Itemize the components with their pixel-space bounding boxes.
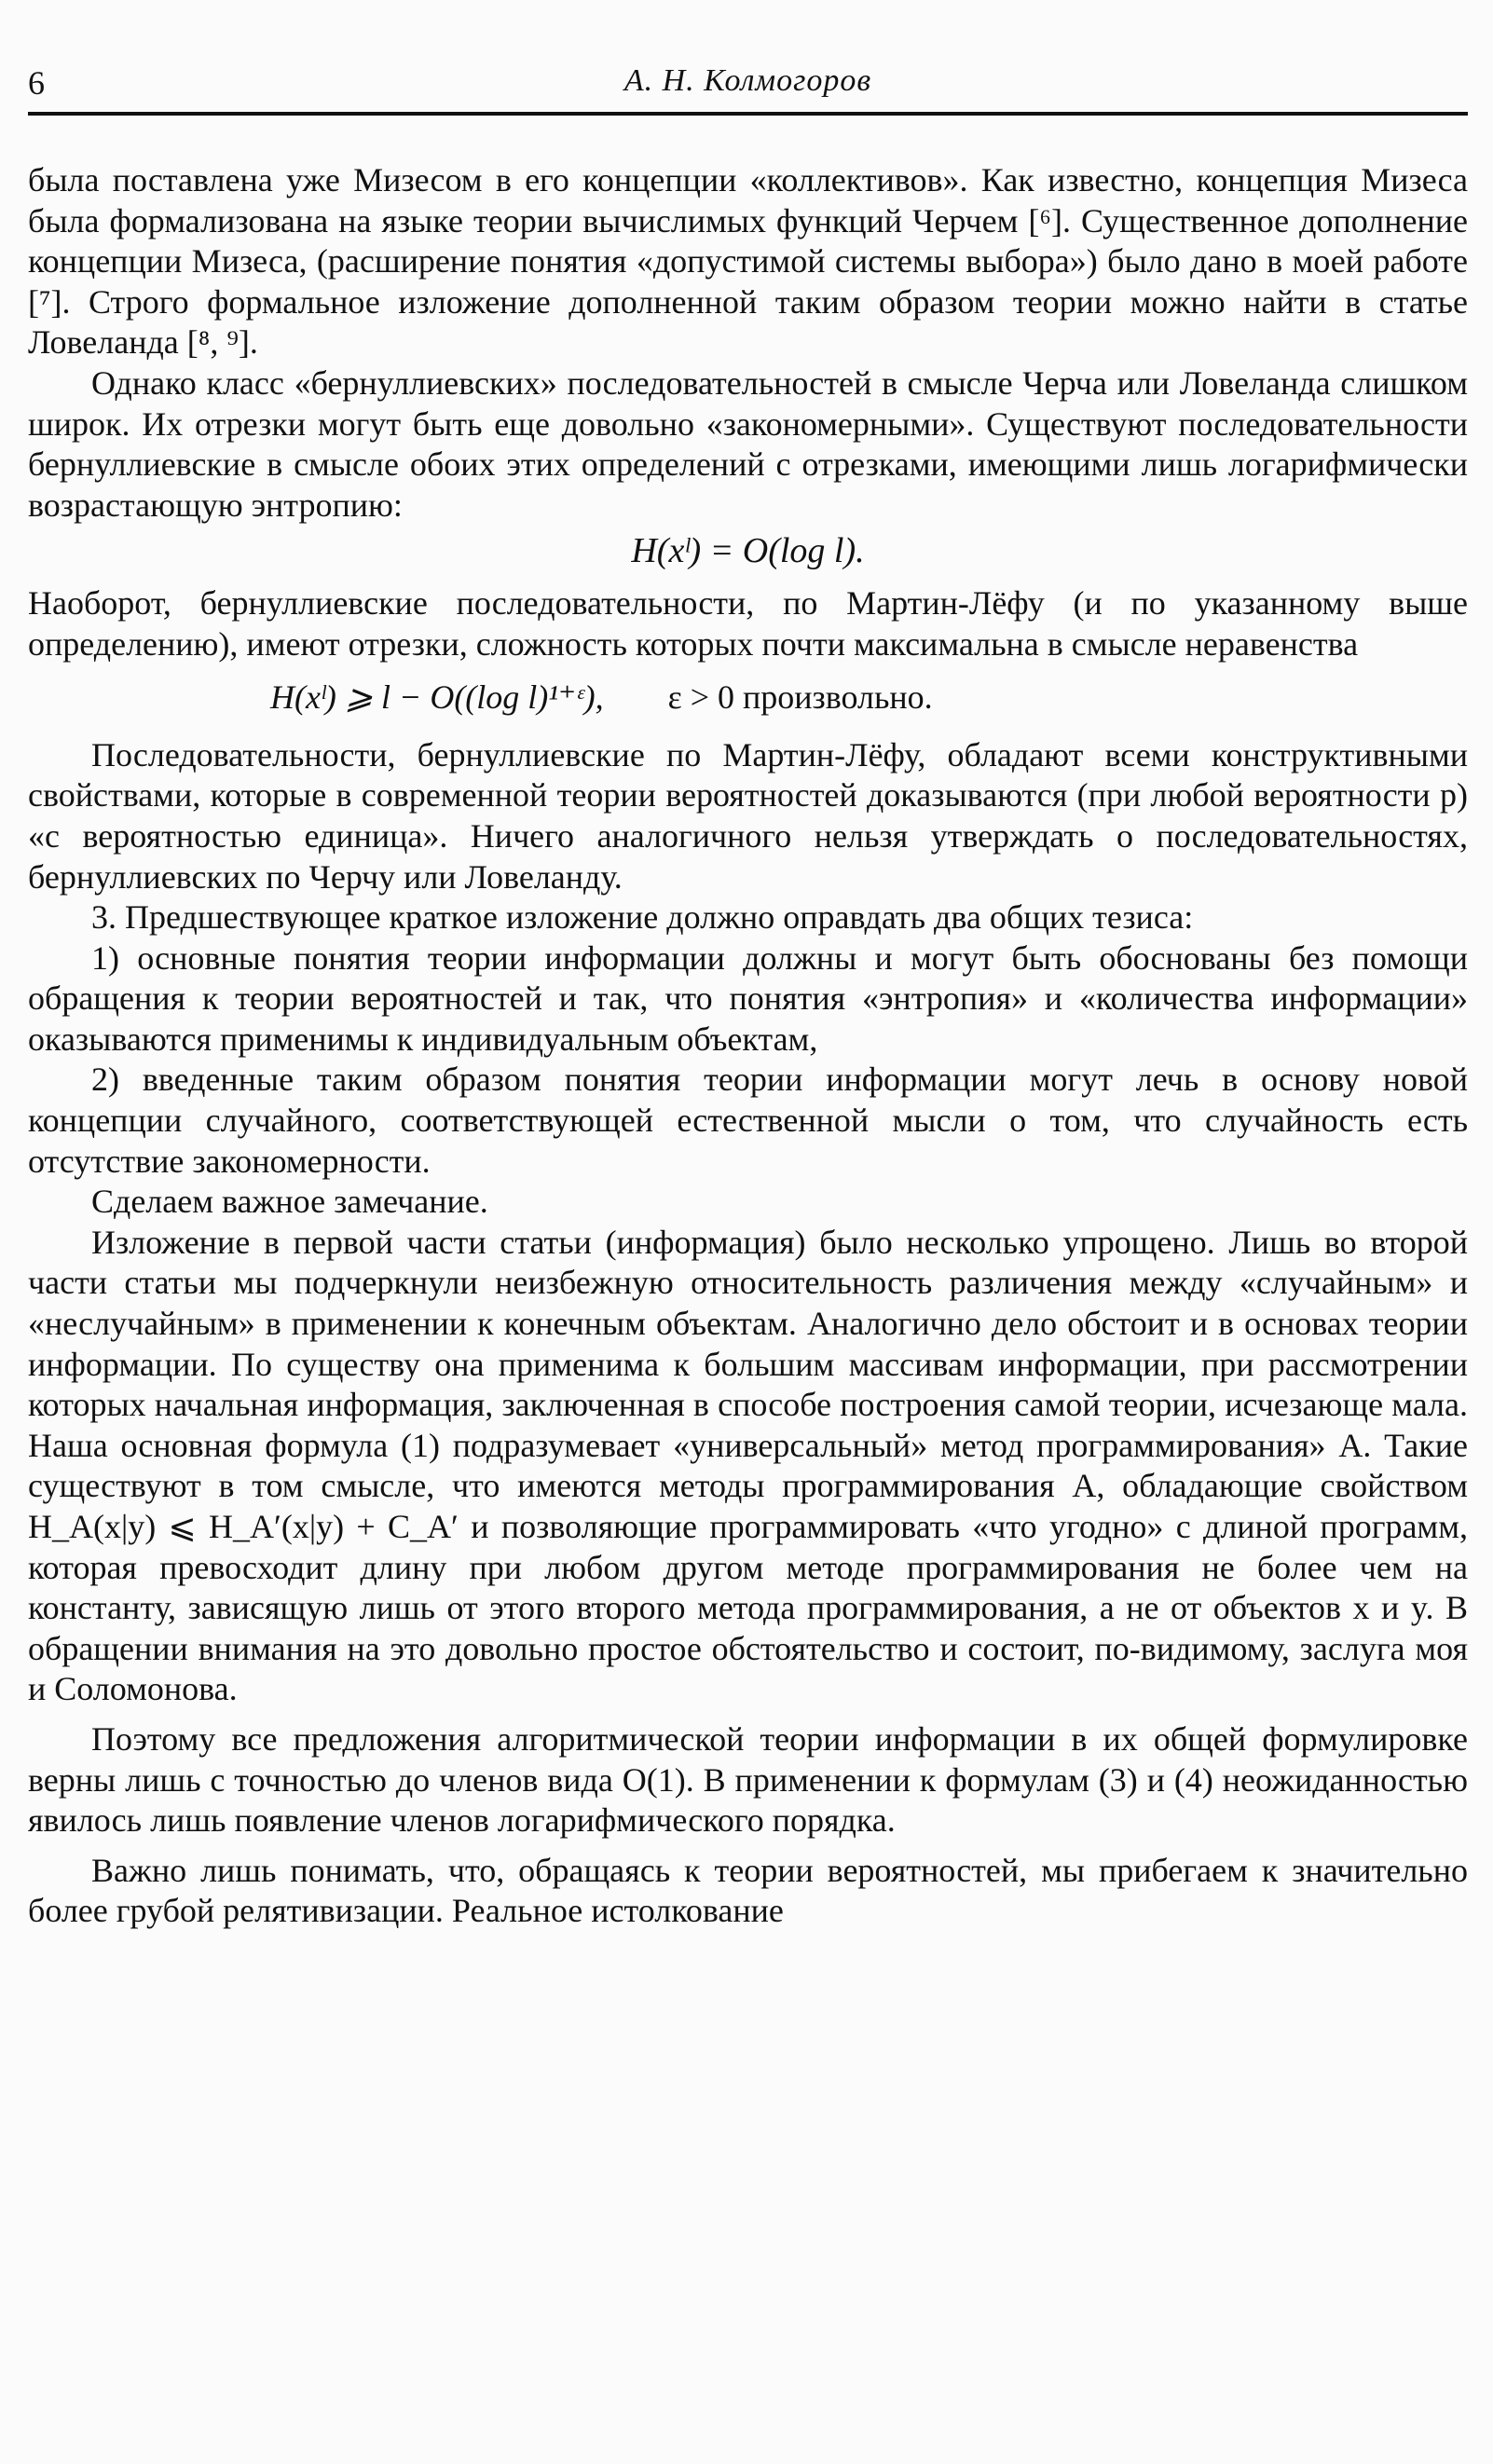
paragraph-2: Однако класс «бернуллиевских» последовательностей в смысле Черча или Ловеланда слишком широк. Их отрезки могут быть еще довольно «закономерными». Существуют последовательности бернуллиевские в смысле обоих этих определений с отрезками, имеющими лишь логарифмически возрастающую энтропию: <box>28 363 1468 524</box>
paragraph-8: Сделаем важное замечание. <box>91 1183 488 1221</box>
formula-condition: ε > 0 произвольно. <box>667 678 933 717</box>
formula-entropy: H(xˡ) = O(log l). <box>631 531 865 571</box>
paragraph-11: Важно лишь понимать, что, обращаясь к теории вероятностей, мы прибегаем к значительно более грубой релятивизации. Реальное истолкование <box>28 1851 1468 1930</box>
page-header <box>28 63 1468 112</box>
paragraph-7: 2) введенные таким образом понятия теории информации могут лечь в основу новой концепции случайного, соответствующей естественной мысли о том, что случайность есть отсутствие закономерности. <box>28 1061 1468 1180</box>
formula-inequality-line <box>270 678 1468 719</box>
paragraph-1: была поставлена уже Мизесом в его концепции «коллективов». Как известно, концепция Мизеса была формализована на языке теории вычислимых функций Черчем [⁶]. Существенное дополнение концепции Мизеса, (расширение понятия «допустимой системы выбора») было дано в моей работе [⁷]. Строго формальное изложение дополненной таким образом теории можно найти в статье Ловеланда [⁸, ⁹]. <box>28 161 1468 362</box>
paragraph-3: Наоборот, бернуллиевские последовательности, по Мартин-Лёфу (и по указанному выше определению), имеют отрезки, сложность которых почти максимальна в смысле неравенства <box>28 583 1468 663</box>
formula-inequality: H(xˡ) ⩾ l − O((log l)¹⁺ᵋ), <box>270 678 604 717</box>
paragraph-5: 3. Предшествующее краткое изложение должно оправдать два общих тезиса: <box>91 898 1194 937</box>
header-rule <box>28 112 1468 116</box>
paragraph-9: Изложение в первой части статьи (информация) было несколько упрощено. Лишь во второй части статьи мы подчеркнули неизбежную относительность различения между «случайным» и «неслучайным» в применении к конечным объектам. Аналогично дело обстоит и в основах теории информации. По существу она применима к большим массивам информации, при рассмотрении которых начальная информация, заключенная в способе построения самой теории, исчезающе мала. Наша основная формула (1) подразумевает «универсальный» метод программирования» A. Такие существуют в том смысле, что имеются методы программирования A, обладающие свойством H_A(x|y) ⩽ H_A′(x|y) + C_A′ и позволяющие программировать «что угодно» с длиной программ, которая превосходит длину при любом другом методе программирования не более чем на константу, зависящую лишь от этого второго метода программирования, а не от объектов x и y. В обращении внимания на это довольно простое обстоятельство и состоит, по-видимому, заслуга моя и Соломонова. <box>28 1223 1468 1708</box>
paragraph-10: Поэтому все предложения алгоритмической теории информации в их общей формулировке верны лишь с точностью до членов вида O(1). В применении к формулам (3) и (4) неожиданностью явилось лишь появление членов логарифмического порядка. <box>28 1719 1468 1840</box>
article-body <box>28 160 1468 1932</box>
paragraph-6: 1) основные понятия теории информации должны и могут быть обоснованы без помощи обращения к теории вероятностей и так, что понятия «энтропия» и «количества информации» оказываются применимы к индивидуальным объектам, <box>28 938 1468 1058</box>
paragraph-4: Последовательности, бернуллиевские по Мартин-Лёфу, обладают всеми конструктивными свойствами, которые в современной теории вероятностей доказываются (при любой вероятности p) «с вероятностью единица». Ничего аналогичного нельзя утверждать о последовательностях, бернуллиевских по Черчу или Ловеланду. <box>28 735 1468 896</box>
running-title: А. Н. Колмогоров <box>623 63 872 98</box>
page-number: 6 <box>28 64 45 102</box>
